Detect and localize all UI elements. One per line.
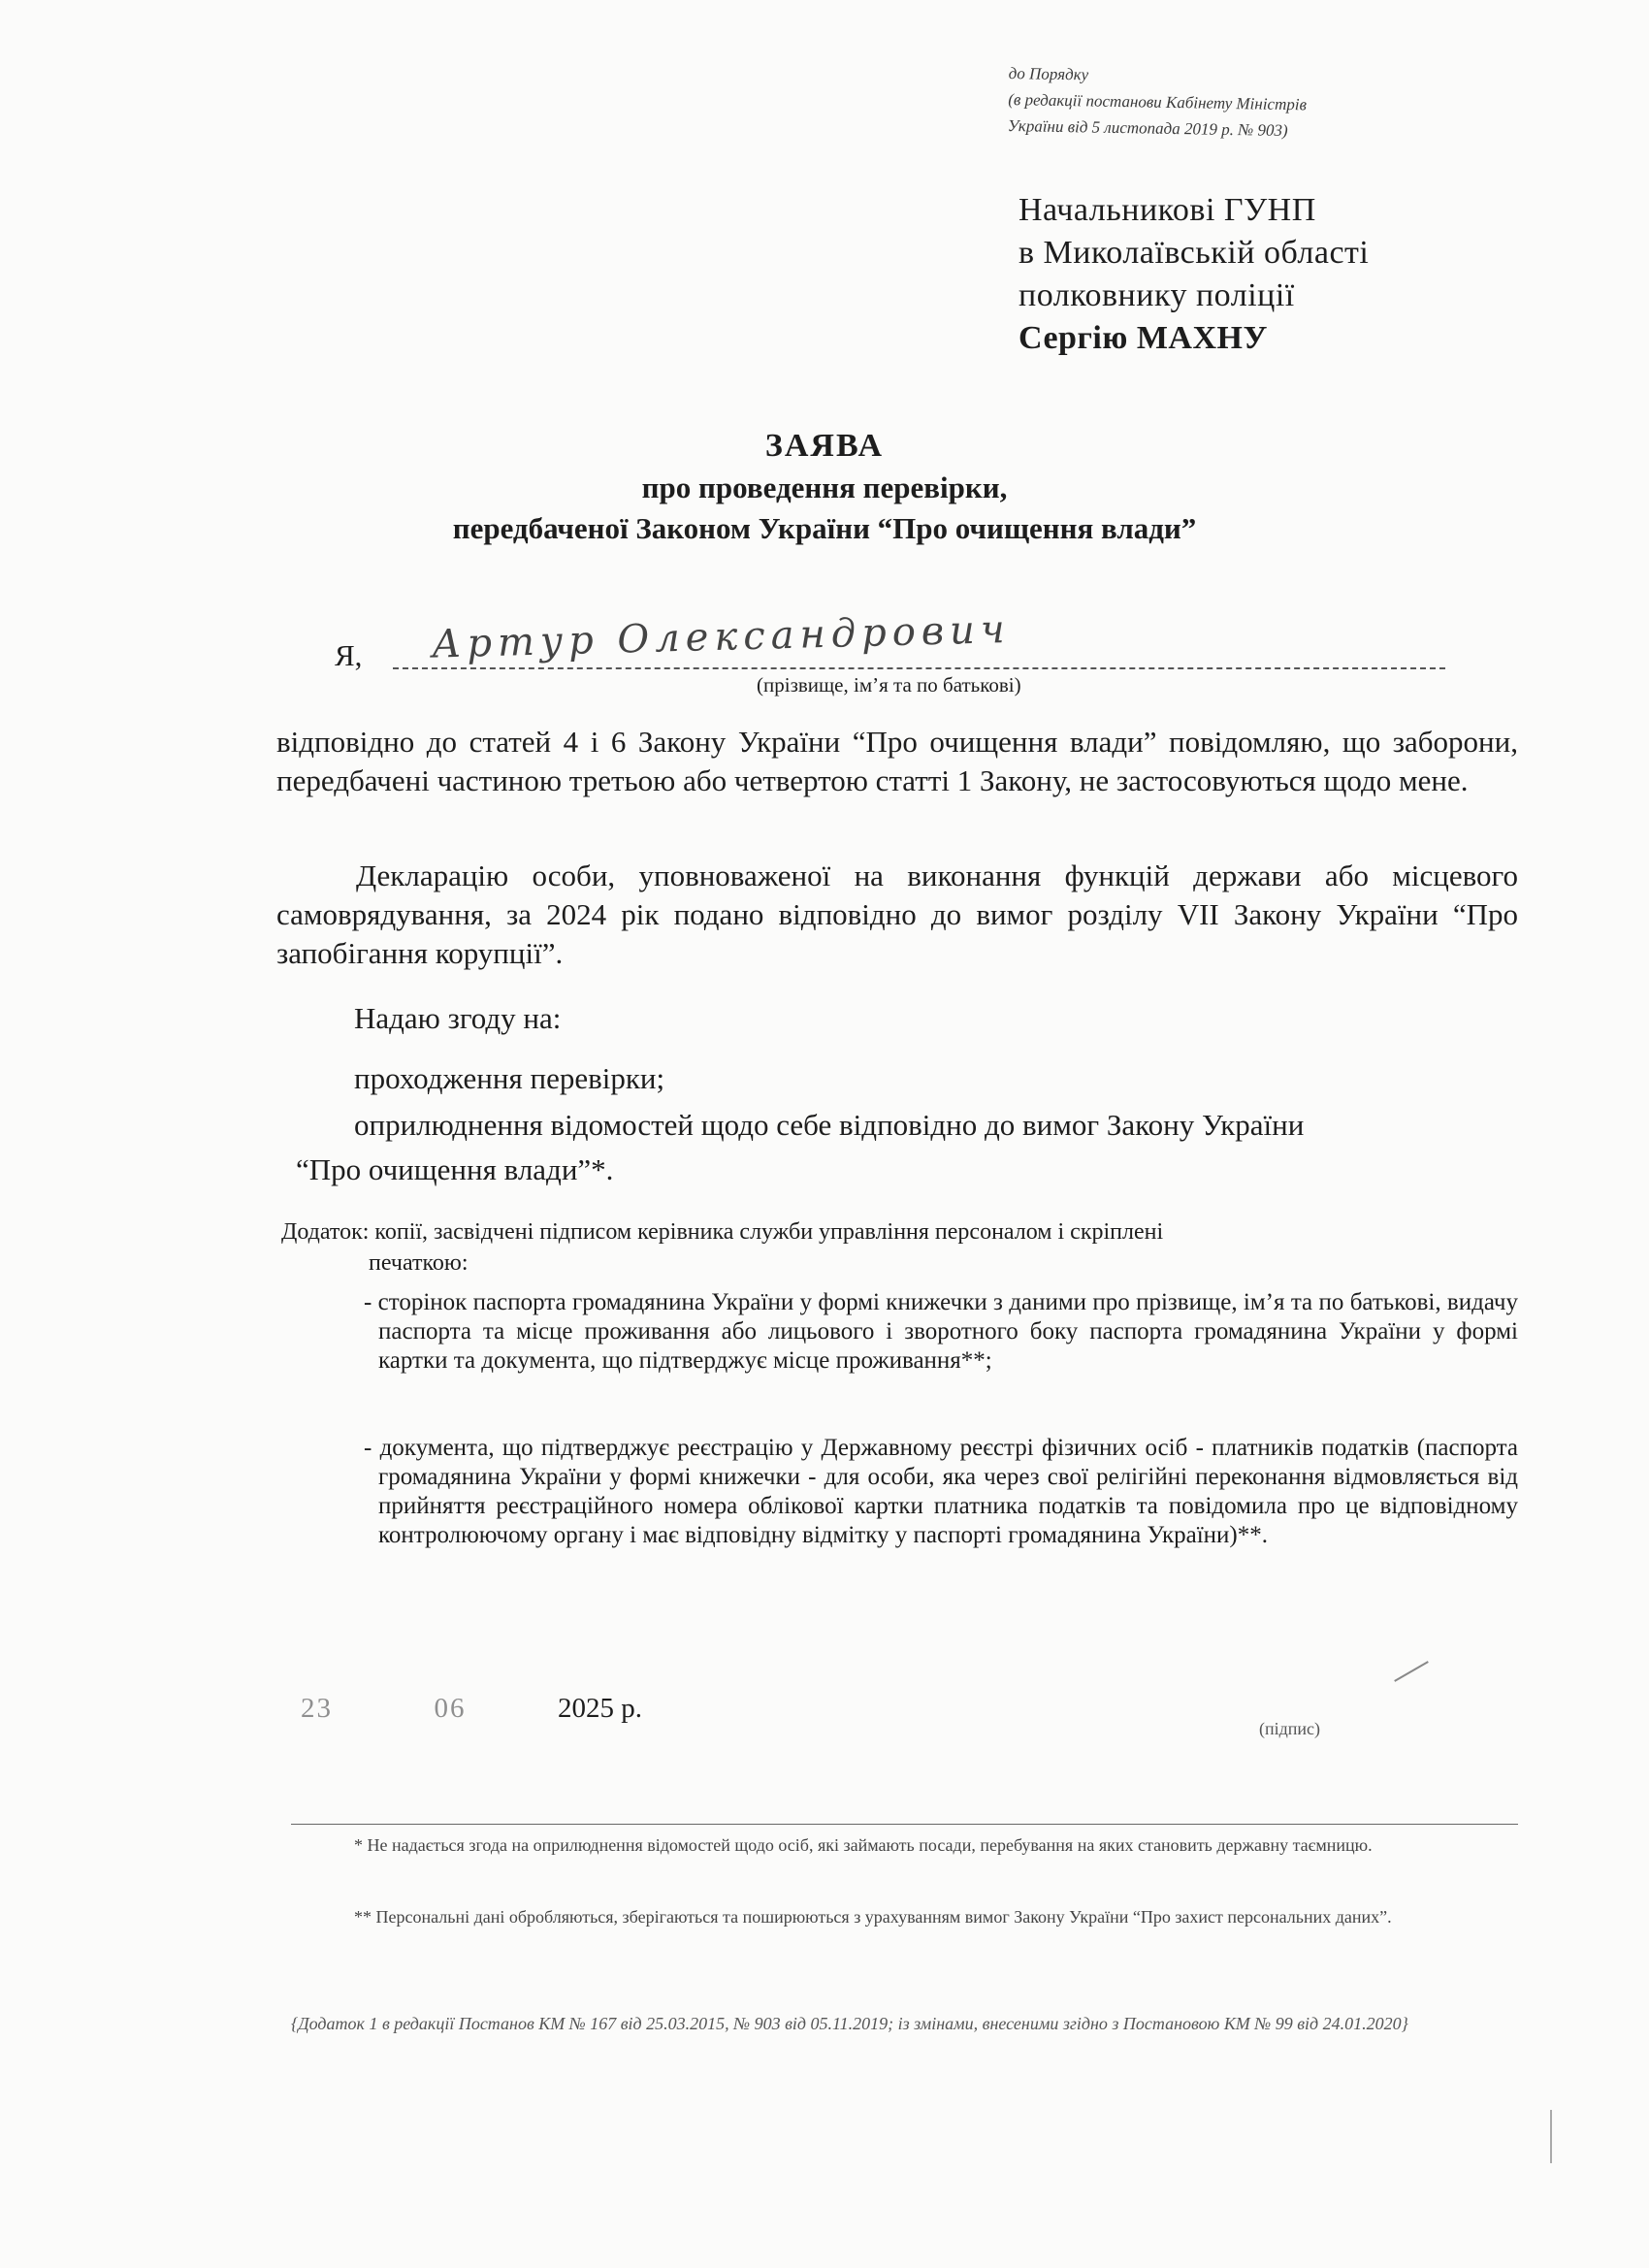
handwritten-name: Артур Олександрович — [431, 606, 1012, 667]
applicant-prefix: Я, — [335, 638, 363, 672]
title-block — [291, 425, 1358, 549]
consent-item-publication: оприлюднення відомостей щодо себе відповідно до вимог Закону України — [354, 1108, 1305, 1142]
applicant-name-row — [335, 606, 1499, 697]
scan-mark — [1550, 2110, 1552, 2163]
attachment-heading: Додаток: копії, засвідчені підписом керівника служби управління персоналом і скріплені — [281, 1219, 1164, 1245]
consent-intro: Надаю згоду на: — [354, 1001, 562, 1035]
signature-caption: (підпис) — [1259, 1719, 1321, 1738]
page-title: ЗАЯВА — [764, 428, 885, 464]
date-year: 2025 р. — [558, 1693, 642, 1724]
footnote-1: * Не надається згода на оприлюднення відомостей щодо осіб, які займають посади, перебування на яких становить державну таємницю. — [354, 1835, 1373, 1855]
consent-item-publication-cont: “Про очищення влади”*. — [296, 1152, 614, 1186]
attachment-item: - сторінок паспорта громадянина України у формі книжечки з даними про прізвище, ім’я та по батькові, видачу паспорта та місце проживання або лицьового і зворотного боку паспорта громадянина України у формі картки та документа, що підтверджує місце проживання**; — [364, 1289, 1518, 1374]
body-paragraph-1: відповідно до статей 4 і 6 Закону України “Про очищення влади” повідомляю, що заборони, передбачені частиною третьою або четвертою статті 1 Закону, не застосовуються щодо мене. — [276, 725, 1518, 797]
attachment-heading-cont: печаткою: — [369, 1250, 469, 1276]
title-subline: про проведення перевірки, — [641, 470, 1008, 504]
date-row — [301, 1693, 642, 1725]
signature-mark — [1394, 1661, 1429, 1682]
annex-line: (в редакції постанови Кабінету Міністрів — [1008, 89, 1308, 114]
addressee-line: Начальникові ГУНП — [1018, 192, 1316, 228]
addressee-name: Сергію МАХНУ — [1018, 320, 1268, 356]
title-subline: передбаченої Законом України “Про очищення влади” — [452, 511, 1197, 545]
addressee-line: в Миколаївській області — [1018, 235, 1370, 271]
name-underline — [393, 667, 1445, 669]
annex-line: до Порядку — [1008, 63, 1089, 84]
date-month: 06 — [434, 1693, 467, 1724]
addressee-line: полковнику поліції — [1018, 277, 1295, 313]
addressee-block — [1018, 189, 1562, 360]
annex-reference — [1008, 60, 1591, 148]
attachment-item: - документа, що підтверджує реєстрацію у Державному реєстрі фізичних осіб - платників податків (паспорта громадянина України у формі книжечки - для особи, яка через свої релігійні переконання відмовляється від прийняття реєстраційного номера облікової картки платника податків та повідомила про це відповідному контролюючому органу і має відповідну відмітку у паспорті громадянина України)**. — [364, 1435, 1518, 1548]
body-paragraph-2: Декларацію особи, уповноваженої на виконання функцій держави або місцевого самоврядування, за 2024 рік подано відповідно до вимог розділу VII Закону України “Про запобігання корупції”. — [276, 859, 1518, 970]
consent-item-check: проходження перевірки; — [354, 1061, 665, 1095]
date-day: 23 — [301, 1693, 333, 1724]
name-caption: (прізвище, ім’я та по батькові) — [757, 673, 1021, 697]
annex-line: України від 5 листопада 2019 р. № 903) — [1007, 115, 1288, 141]
footnote-2: ** Персональні дані обробляються, зберігаються та поширюються з урахуванням вимог Закону України “Про захист персональних даних”. — [354, 1907, 1392, 1927]
footnote-divider — [291, 1824, 1518, 1825]
amendment-note: {Додаток 1 в редакції Постанов КМ № 167 від 25.03.2015, № 903 від 05.11.2019; із змінами, внесеними згідно з Постановою КМ № 99 від 24.01.2020} — [291, 2014, 1408, 2033]
